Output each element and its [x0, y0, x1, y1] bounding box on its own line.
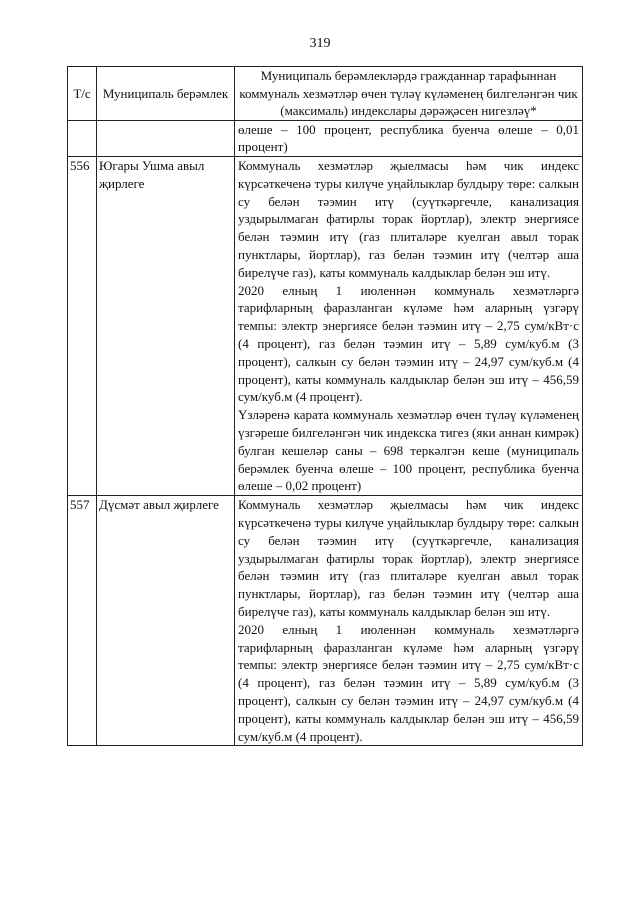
row-paragraph: 2020 елның 1 июленнән коммуналь хезмәтләргә тарифларның фаразланган күләме һәм аларның үзгәрү темпы: электр энергиясе белән тәэмин итү – 2,75 сум/кВт·с (4 процент), газ белән тәэмин итү – 5,89 сум/куб.м (3 процент), салкын су белән тәэмин итү – 24,97 сум/куб.м (4 процент), каты коммуналь калдыклар белән эш итү – 456,59 сум/куб.м (4 процент).	[238, 282, 579, 405]
row-municipality: Югары Ушма авыл җирлеге	[97, 157, 235, 496]
continuation-mun-cell	[97, 120, 235, 157]
continuation-cell	[235, 120, 583, 157]
page-number: 319	[309, 36, 331, 51]
row-paragraph: Коммуналь хезмәтләр җыелмасы һәм чик индекс күрсәткеченә туры килүче уңайлыклар булдыру төре: салкын су белән тәэмин итү (суүткәргечле, канализация уздырылмаган фатирлы торак йортлар), электр энергиясе белән тәэмин итү (газ плиталәре куелган авыл торак пунктлары, йортлар), газ белән тәэмин итү (челтәр аша бирелүче газ), каты коммуналь калдыклар белән эш итү.	[238, 497, 579, 620]
row-number: 556	[68, 157, 97, 496]
row-municipality: Дүсмәт авыл җирлеге	[97, 496, 235, 746]
continuation-text: өлеше – 100 процент, республика буенча өлеше – 0,01 процент)	[238, 121, 579, 155]
header-description: Муниципаль берәмлекләрдә гражданнар тарафыннан коммуналь хезмәтләр өчен түләү күләменең билгеләнгән чик (максималь) индекслары дәрәҗәсен нигезләү*	[235, 67, 583, 121]
row-paragraph: 2020 елның 1 июленнән коммуналь хезмәтләргә тарифларның фаразланган күләме һәм аларның үзгәрү темпы: электр энергиясе белән тәэмин итү – 2,75 сум/кВт·с (4 процент), газ белән тәэмин итү – 5,89 сум/куб.м (3 процент), салкын су белән тәэмин итү – 24,97 сум/куб.м (4 процент), каты коммуналь калдыклар белән эш итү – 456,59 сум/куб.м (4 процент).	[238, 621, 579, 744]
table-row	[68, 157, 583, 496]
table-row	[68, 496, 583, 746]
row-description	[235, 157, 583, 496]
continuation-row	[68, 120, 583, 157]
row-paragraph: Үзләренә карата коммуналь хезмәтләр өчен түләү күләменең үзгәреше билгеләнгән чик индекска тигез (яки аннан кимрәк) булган кешеләр саны – 698 теркәлгән кеше (муниципаль берәмлек буенча өлеше – 100 процент, республика буенча өлеше – 0,02 процент)	[238, 407, 579, 494]
municipal-table	[67, 66, 583, 746]
row-number: 557	[68, 496, 97, 746]
table-header-row	[68, 67, 583, 121]
header-municipality: Муниципаль берәмлек	[97, 67, 235, 121]
header-num: Т/с	[68, 67, 97, 121]
row-paragraph: Коммуналь хезмәтләр җыелмасы һәм чик индекс күрсәткеченә туры килүче уңайлыклар булдыру төре: салкын су белән тәэмин итү (суүткәргечле, канализация уздырылмаган фатирлы торак йортлар), электр энергиясе белән тәэмин итү (газ плиталәре куелган авыл торак пунктлары, йортлар), газ белән тәэмин итү (челтәр аша бирелүче газ), каты коммуналь калдыклар белән эш итү.	[238, 158, 579, 280]
continuation-num-cell	[68, 120, 97, 157]
row-description	[235, 496, 583, 746]
